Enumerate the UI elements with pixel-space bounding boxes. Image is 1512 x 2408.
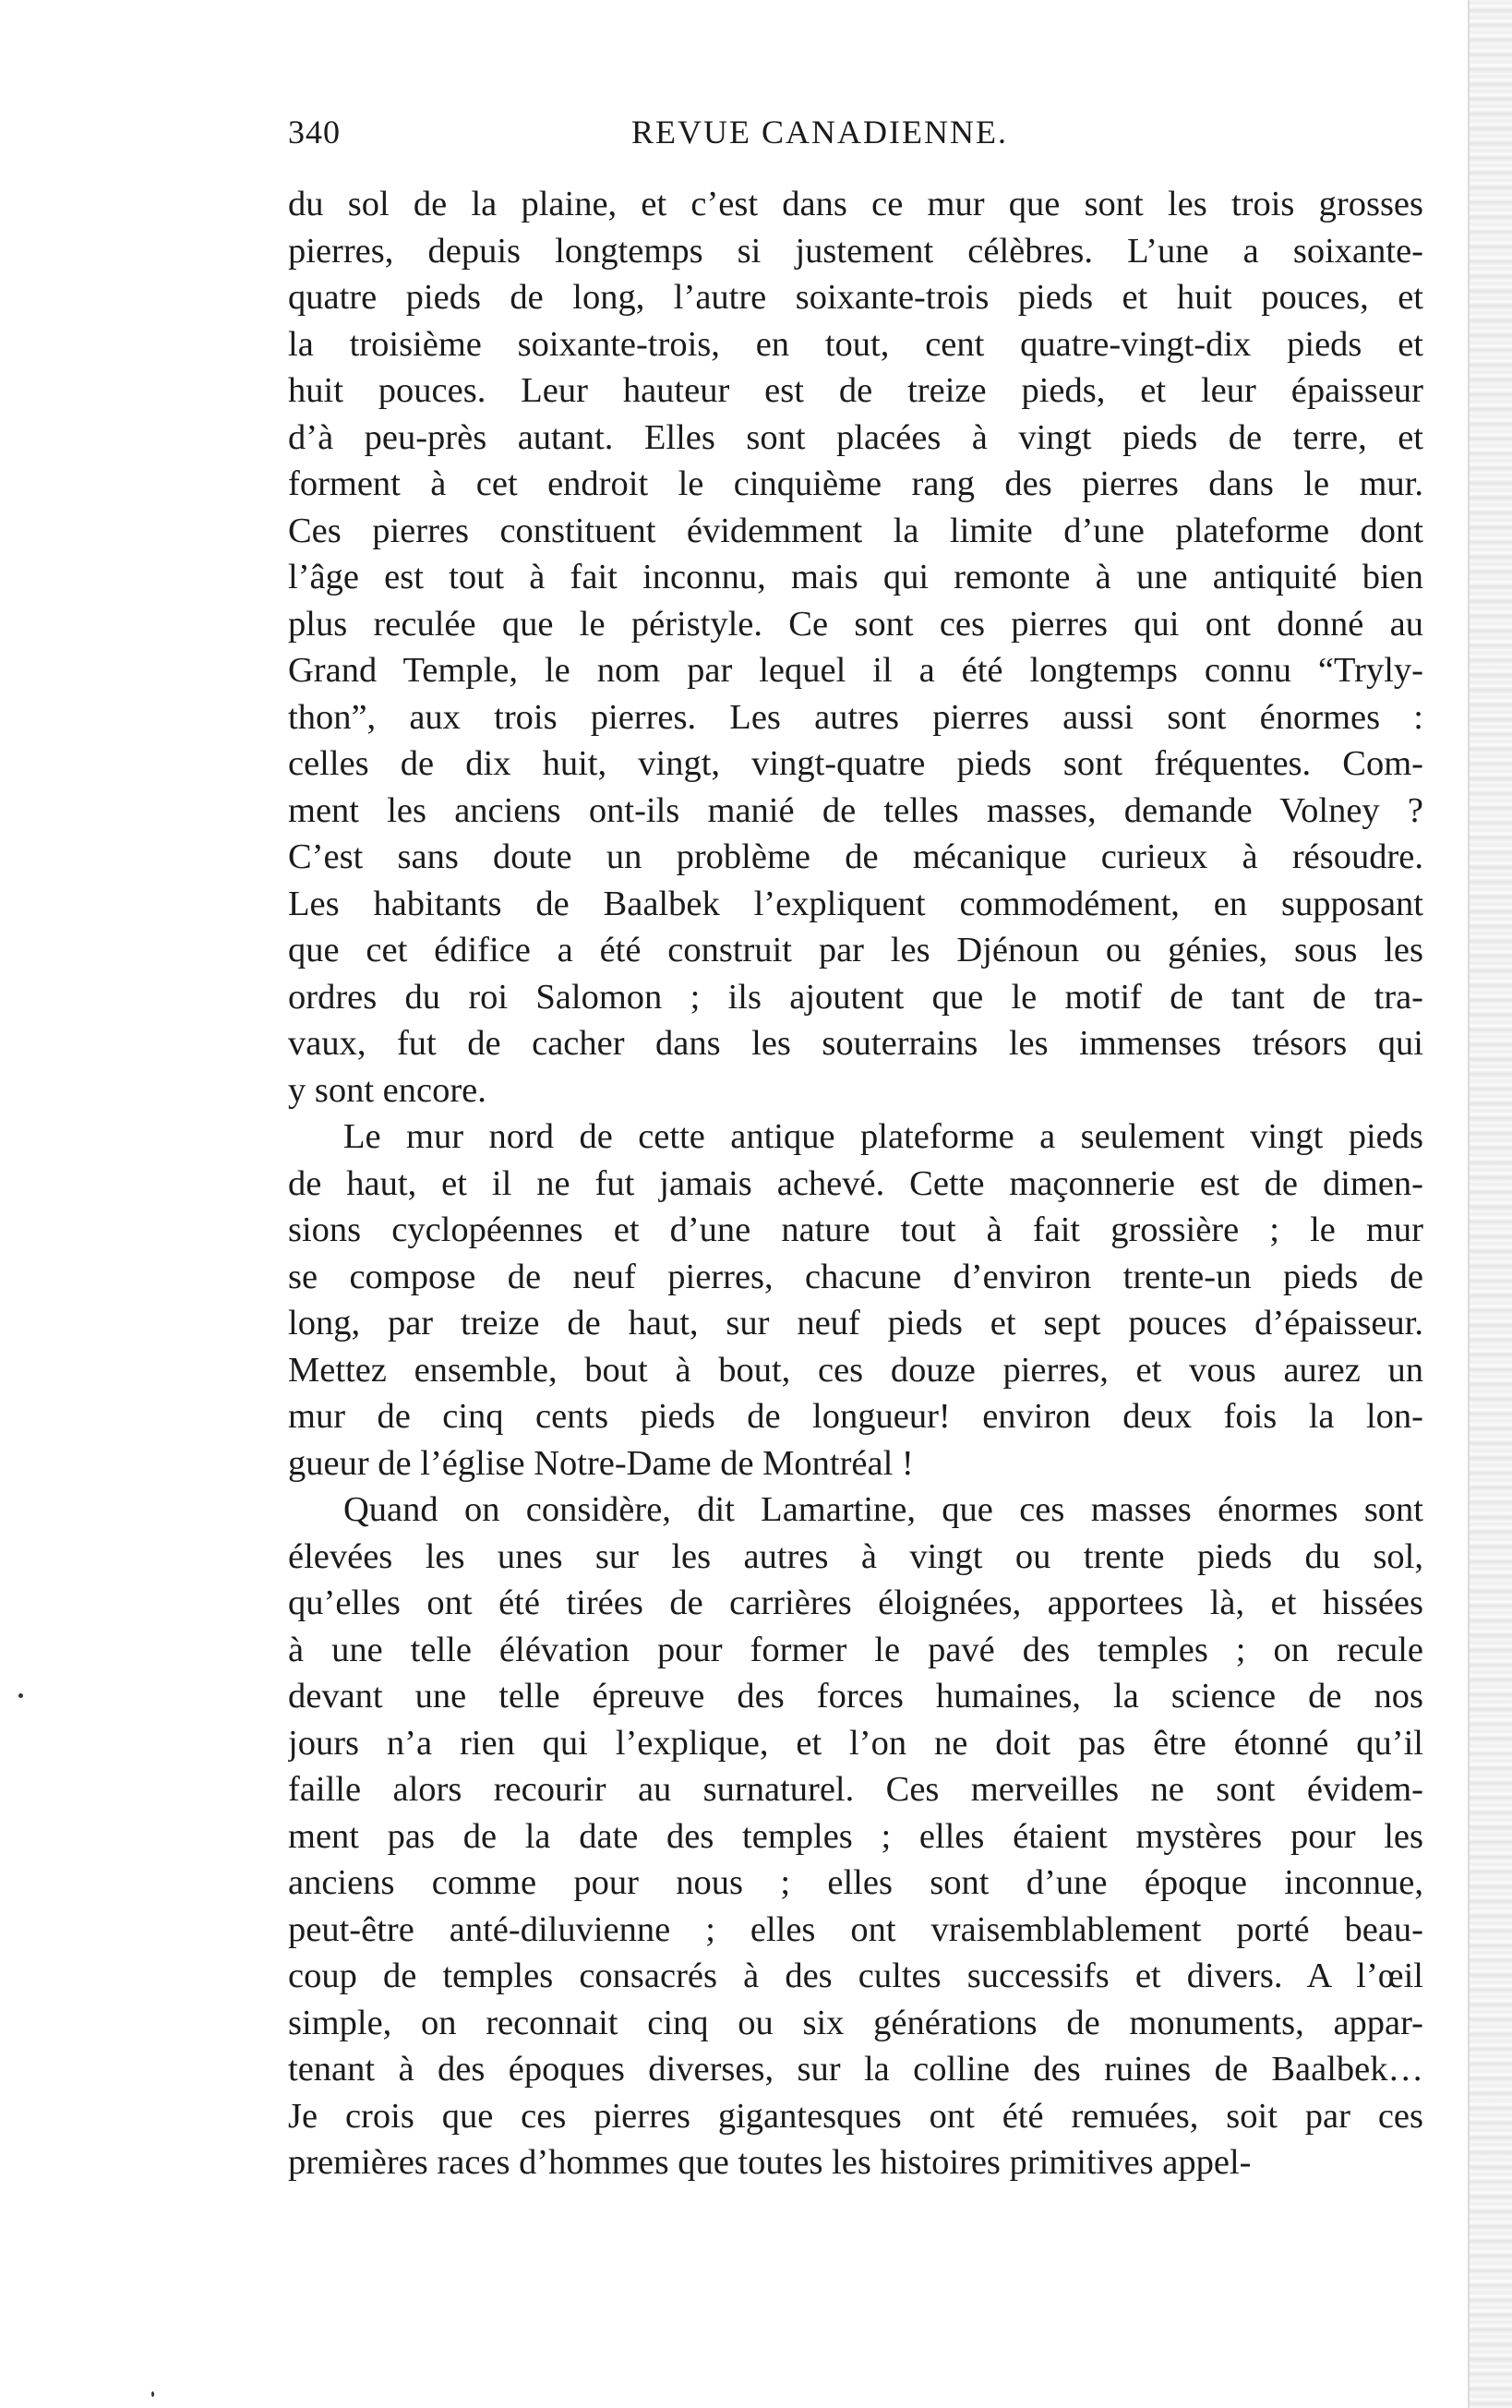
text-line: thon”, aux trois pierres. Les autres pierres aussi sont énormes : — [288, 697, 1423, 737]
text-line: de haut, et il ne fut jamais achevé. Cette maçonnerie est de dimen- — [288, 1163, 1423, 1203]
text-line: Quand on considère, dit Lamartine, que ces masses énormes sont — [343, 1490, 1423, 1529]
running-title: REVUE CANADIENNE. — [631, 114, 1008, 150]
text-line: se compose de neuf pierres, chacune d’environ trente-un pieds de — [288, 1257, 1423, 1296]
text-line: ment pas de la date des temples ; elles étaient mystères pour les — [288, 1816, 1423, 1856]
running-header — [288, 113, 1405, 164]
text-line: y sont encore. — [288, 1070, 486, 1110]
text-line: d’à peu-près autant. Elles sont placées à vingt pieds de terre, et — [288, 417, 1423, 457]
text-line: Grand Temple, le nom par lequel il a été longtemps connu “Tryly- — [288, 651, 1423, 690]
text-line: celles de dix huit, vingt, vingt-quatre pieds sont fréquentes. Com- — [288, 744, 1423, 783]
text-line: huit pouces. Leur hauteur est de treize pieds, et leur épaisseur — [288, 371, 1423, 410]
text-line: élevées les unes sur les autres à vingt ou trente pieds du sol, — [288, 1536, 1423, 1576]
text-line: Ces pierres constituent évidemment la limite d’une plateforme dont — [288, 511, 1423, 550]
text-line: mur de cinq cents pieds de longueur! environ deux fois la lon- — [288, 1397, 1423, 1436]
paragraph — [288, 1114, 1423, 1487]
text-line: anciens comme pour nous ; elles sont d’une époque inconnue, — [288, 1863, 1423, 1902]
text-line: simple, on reconnait cinq ou six générations de monuments, appar- — [288, 2003, 1423, 2042]
text-line: long, par treize de haut, sur neuf pieds et sept pouces d’épaisseur. — [288, 1304, 1423, 1342]
text-line: Le mur nord de cette antique plateforme a seulement vingt pieds — [343, 1117, 1423, 1156]
page-edge — [1468, 0, 1512, 2408]
text-line: gueur de l’église Notre-Dame de Montréal ! — [288, 1443, 914, 1483]
text-line: tenant à des époques diverses, sur la colline des ruines de Baalbek… — [288, 2050, 1423, 2089]
print-speck — [151, 2391, 154, 2397]
text-line: qu’elles ont été tirées de carrières éloignées, apportees là, et hissées — [288, 1583, 1423, 1622]
text-body — [288, 181, 1423, 2186]
text-line: quatre pieds de long, l’autre soixante-trois pieds et huit pouces, et — [288, 278, 1423, 317]
text-line: ordres du roi Salomon ; ils ajoutent que le motif de tant de tra- — [288, 977, 1423, 1017]
text-line: du sol de la plaine, et c’est dans ce mur que sont les trois grosses — [288, 185, 1423, 223]
text-line: jours n’a rien qui l’explique, et l’on ne doit pas être étonné qu’il — [288, 1723, 1423, 1763]
text-line: C’est sans doute un problème de mécanique curieux à résoudre. — [288, 837, 1423, 876]
text-line: premières races d’hommes que toutes les histoires primitives appel- — [288, 2143, 1252, 2182]
text-line: forment à cet endroit le cinquième rang des pierres dans le mur. — [288, 464, 1423, 503]
text-line: ment les anciens ont-ils manié de telles masses, demande Volney ? — [288, 790, 1423, 830]
text-line: Mettez ensemble, bout à bout, ces douze pierres, et vous aurez un — [288, 1350, 1423, 1390]
text-line: plus reculée que le péristyle. Ce sont ces pierres qui ont donné au — [288, 604, 1423, 644]
text-line: l’âge est tout à fait inconnu, mais qui remonte à une antiquité bien — [288, 558, 1423, 596]
text-line: Les habitants de Baalbek l’expliquent commodément, en supposant — [288, 884, 1423, 923]
paragraph — [288, 1487, 1423, 2186]
text-line: à une telle élévation pour former le pavé des temples ; on recule — [288, 1630, 1423, 1669]
text-line: la troisième soixante-trois, en tout, cent quatre-vingt-dix pieds et — [288, 324, 1423, 364]
text-line: sions cyclopéennes et d’une nature tout à fait grossière ; le mur — [288, 1210, 1423, 1249]
text-line: vaux, fut de cacher dans les souterrains les immenses trésors qui — [288, 1024, 1423, 1063]
print-speck — [18, 1693, 23, 1698]
text-line: pierres, depuis longtemps si justement célèbres. L’une a soixante- — [288, 231, 1423, 271]
page-number: 340 — [288, 114, 341, 150]
text-line: Je crois que ces pierres gigantesques ont été remuées, soit par ces — [288, 2096, 1423, 2136]
text-line: faille alors recourir au surnaturel. Ces merveilles ne sont évidem- — [288, 1770, 1423, 1809]
text-line: peut-être anté-diluvienne ; elles ont vraisemblablement porté beau- — [288, 1909, 1423, 1949]
text-line: devant une telle épreuve des forces humaines, la science de nos — [288, 1677, 1423, 1716]
text-line: que cet édifice a été construit par les Djénoun ou génies, sous les — [288, 931, 1423, 969]
paragraph — [288, 181, 1423, 1114]
text-line: coup de temples consacrés à des cultes successifs et divers. A l’œil — [288, 1956, 1423, 1995]
